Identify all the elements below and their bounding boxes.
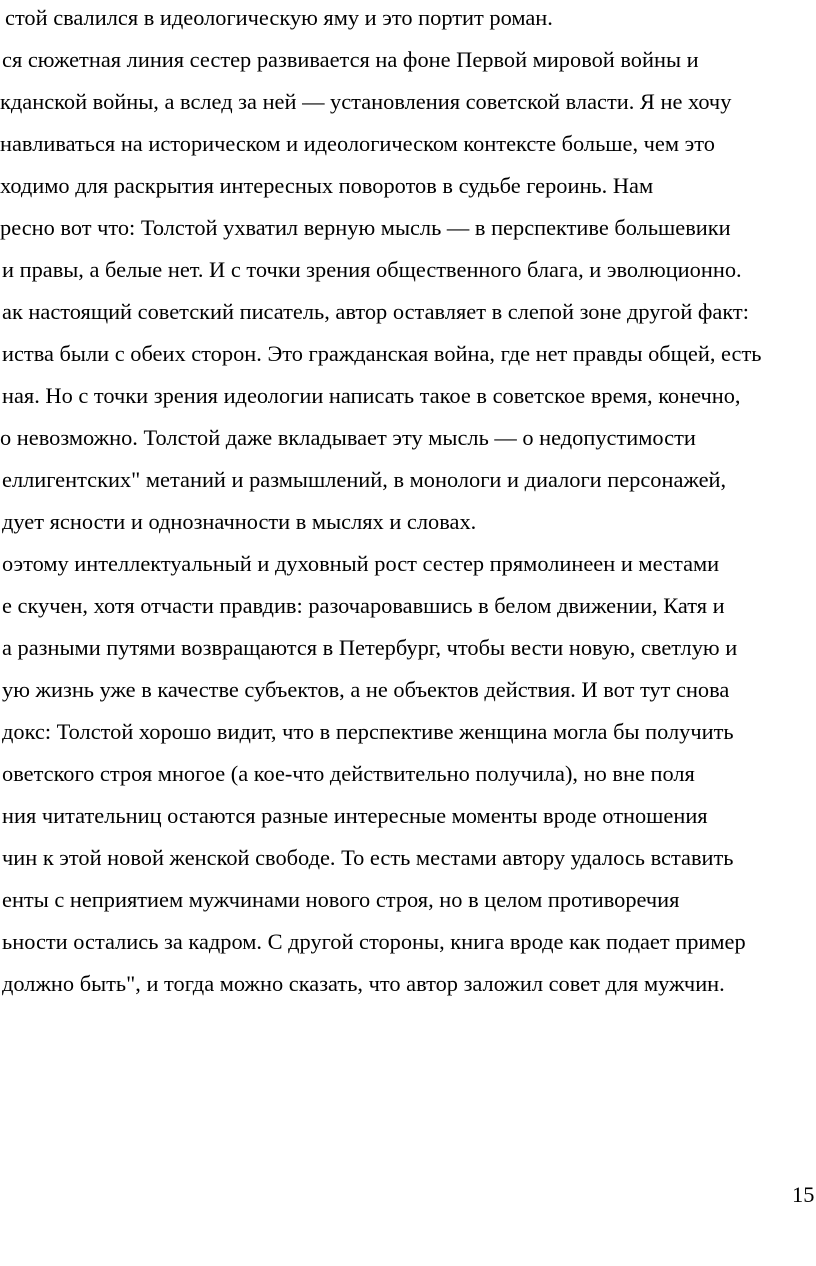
text-line: ак настоящий советский писатель, автор оставляет в слепой зоне другой факт: bbox=[2, 299, 749, 324]
text-line: ся сюжетная линия сестер развивается на фоне Первой мировой войны и bbox=[2, 47, 699, 72]
text-line: докс: Толстой хорошо видит, что в перспективе женщина могла бы получить bbox=[2, 719, 734, 744]
text-line: навливаться на историческом и идеологическом контексте больше, чем это bbox=[0, 131, 715, 156]
text-line: ресно вот что: Толстой ухватил верную мысль — в перспективе большевики bbox=[0, 215, 731, 240]
text-line: ная. Но с точки зрения идеологии написать такое в советское время, конечно, bbox=[2, 383, 741, 408]
text-line: кданской войны, а вслед за ней — установления советской власти. Я не хочу bbox=[0, 89, 732, 114]
text-line: енты с неприятием мужчинами нового строя, но в целом противоречия bbox=[2, 887, 680, 912]
text-line: ьности остались за кадром. С другой стороны, книга вроде как подает пример bbox=[2, 929, 746, 954]
text-line: еллигентских" метаний и размышлений, в монологи и диалоги персонажей, bbox=[2, 467, 727, 492]
text-line: а разными путями возвращаются в Петербург, чтобы вести новую, светлую и bbox=[2, 635, 738, 660]
text-line: оветского строя многое (а кое-что действительно получила), но вне поля bbox=[2, 761, 695, 786]
page-number: 15 bbox=[792, 1182, 815, 1207]
text-line: ую жизнь уже в качестве субъектов, а не объектов действия. И вот тут снова bbox=[2, 677, 730, 702]
text-line: должно быть", и тогда можно сказать, что автор заложил совет для мужчин. bbox=[2, 971, 725, 996]
text-line: ния читательниц остаются разные интересные моменты вроде отношения bbox=[2, 803, 708, 828]
text-line: и правы, а белые нет. И с точки зрения общественного блага, и эволюционно. bbox=[2, 257, 742, 282]
text-line: е скучен, хотя отчасти правдив: разочаровавшись в белом движении, Катя и bbox=[2, 593, 725, 618]
text-line: ходимо для раскрытия интересных поворотов в судьбе героинь. Нам bbox=[0, 173, 654, 198]
text-line: оэтому интеллектуальный и духовный рост сестер прямолинеен и местами bbox=[2, 551, 720, 576]
text-line: стой свалился в идеологическую яму и это портит роман. bbox=[5, 5, 553, 30]
text-line: дует ясности и однозначности в мыслях и словах. bbox=[2, 509, 477, 534]
text-line: чин к этой новой женской свободе. То есть местами автору удалось вставить bbox=[2, 845, 734, 870]
text-line: о невозможно. Толстой даже вкладывает эту мысль — о недопустимости bbox=[0, 425, 696, 450]
text-line: иства были с обеих сторон. Это гражданская война, где нет правды общей, есть bbox=[2, 341, 762, 366]
